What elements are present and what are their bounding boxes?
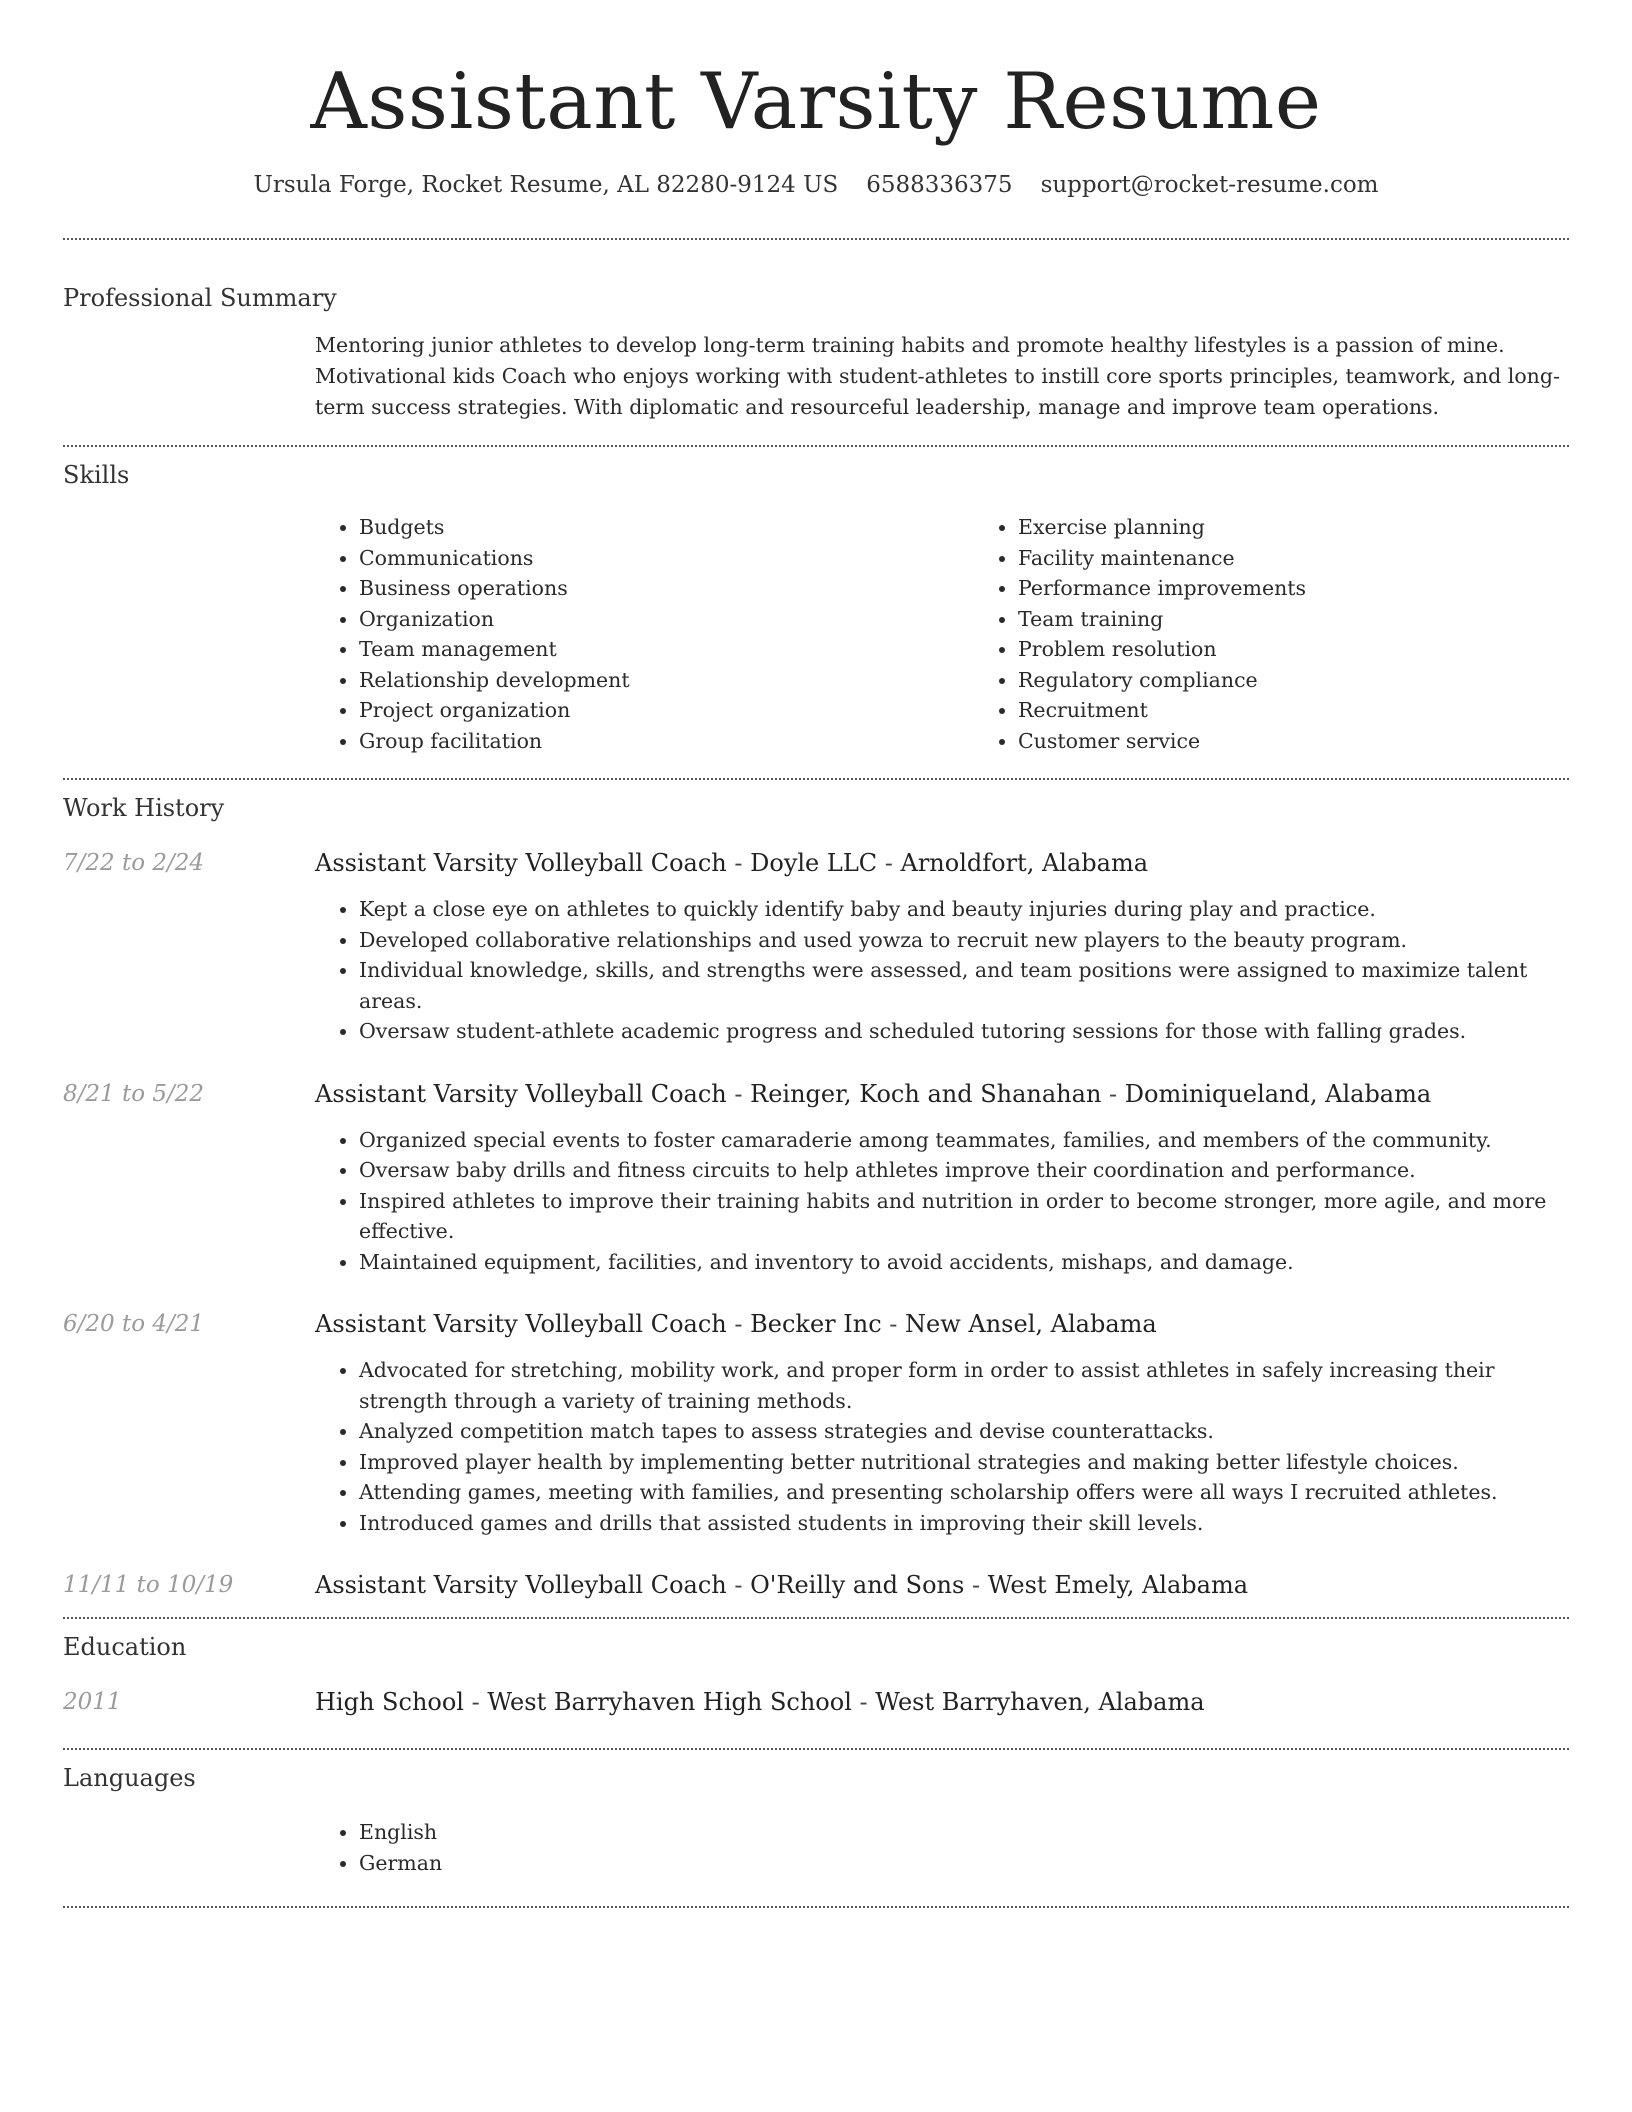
language-item: • German [359,1848,1569,1879]
job-bullet: • Advocated for stretching, mobility work, and proper form in order to assist athletes in safely increasing their strength through a variety of training methods. [359,1355,1569,1416]
section-title-languages: Languages [63,1764,196,1792]
skill-item: • Facility maintenance [1018,543,1632,574]
job-title: Assistant Varsity Volleyball Coach [315,1571,727,1599]
job-heading: Assistant Varsity Volleyball Coach - Reinger, Koch and Shanahan - Dominiqueland, Alabama [315,1079,1432,1108]
contact-address: Ursula Forge, Rocket Resume, AL 82280-9124 US [253,172,839,198]
job-title: Assistant Varsity Volleyball Coach [315,1310,727,1338]
job-company: O'Reilly and Sons [750,1571,965,1599]
skill-item: • Team training [1018,604,1632,635]
job-company: Reinger, Koch and Shanahan [750,1079,1102,1108]
skills-list-right [974,512,1632,756]
job-bullet: • Attending games, meeting with families, and presenting scholarship offers were all ways I recruited athletes. [359,1477,1569,1508]
job-location: New Ansel, Alabama [905,1310,1157,1338]
skill-item: • Communications [359,543,974,574]
job-dates: 8/21 to 5/22 [63,1080,205,1107]
skills-section [63,447,1569,778]
contact-line [63,168,1569,202]
job-bullets [315,1355,1569,1538]
education-entry [63,1686,1569,1718]
job-company: Becker Inc [750,1310,882,1338]
skill-item: • Budgets [359,512,974,543]
job-bullet: • Individual knowledge, skills, and strengths were assessed, and team positions were assigned to maximize talent areas. [359,955,1569,1016]
contact-email: support@rocket-resume.com [1040,172,1379,198]
summary-section [63,240,1569,445]
languages-list [315,1817,1569,1878]
job-title: Assistant Varsity Volleyball Coach [315,1079,727,1108]
section-title-summary: Professional Summary [63,284,337,312]
job-location: West Emely, Alabama [987,1571,1249,1599]
skill-item: • Regulatory compliance [1018,665,1632,696]
skill-item: • Project organization [359,695,974,726]
job-entry [63,1078,1569,1278]
skill-item: • Recruitment [1018,695,1632,726]
summary-text: Mentoring junior athletes to develop long-term training habits and promote healthy lifestyles is a passion of mine. Motivational kids Coach who enjoys working with student-athletes to instill core sports principles, teamwork, and long-term success strategies. With diplomatic and resourceful leadership, manage and improve team operations. [315,333,1560,419]
education-year: 2011 [63,1689,122,1715]
skills-grid [315,512,1632,756]
job-heading: Assistant Varsity Volleyball Coach - O'Reilly and Sons - West Emely, Alabama [315,1571,1249,1599]
section-title-skills: Skills [63,461,130,489]
job-bullets [315,894,1569,1047]
section-title-education: Education [63,1633,187,1661]
skill-item: • Relationship development [359,665,974,696]
skill-item: • Performance improvements [1018,573,1632,604]
job-company: Doyle LLC [750,849,878,877]
job-bullet: • Analyzed competition match tapes to assess strategies and devise counterattacks. [359,1416,1569,1447]
job-bullet: • Improved player health by implementing better nutritional strategies and making better lifestyle choices. [359,1447,1569,1478]
section-title-work: Work History [63,794,225,822]
education-degree: High School [315,1688,464,1716]
education-school: West Barryhaven High School [487,1688,852,1716]
job-entry [63,1308,1569,1538]
job-entry [63,847,1569,1047]
education-heading: High School - West Barryhaven High School - West Barryhaven, Alabama [315,1688,1205,1716]
job-bullet: • Maintained equipment, facilities, and inventory to avoid accidents, mishaps, and damage. [359,1247,1569,1278]
education-location: West Barryhaven, Alabama [875,1688,1205,1716]
language-item: • English [359,1817,1569,1848]
job-dates: 7/22 to 2/24 [63,850,205,876]
job-location: Dominiqueland, Alabama [1124,1079,1432,1108]
skill-item: • Exercise planning [1018,512,1632,543]
job-bullet: • Oversaw student-athlete academic progress and scheduled tutoring sessions for those with falling grades. [359,1016,1569,1047]
languages-section [63,1750,1569,1906]
job-bullets [315,1125,1569,1278]
job-heading: Assistant Varsity Volleyball Coach - Becker Inc - New Ansel, Alabama [315,1310,1157,1338]
skill-item: • Team management [359,634,974,665]
job-bullet: • Organized special events to foster camaraderie among teammates, families, and members of the community. [359,1125,1569,1156]
skill-item: • Organization [359,604,974,635]
job-bullet: • Introduced games and drills that assisted students in improving their skill levels. [359,1508,1569,1539]
job-bullet: • Inspired athletes to improve their training habits and nutrition in order to become stronger, more agile, and more effective. [359,1186,1569,1247]
job-dates: 11/11 to 10/19 [63,1572,234,1598]
skill-item: • Group facilitation [359,726,974,757]
resume-title: Assistant Varsity Resume [310,57,1322,147]
job-bullet: • Kept a close eye on athletes to quickly identify baby and beauty injuries during play and practice. [359,894,1569,925]
job-bullet: • Developed collaborative relationships and used yowza to recruit new players to the beauty program. [359,925,1569,956]
contact-phone: 6588336375 [866,172,1013,198]
work-history-section [63,780,1569,1617]
skill-item: • Business operations [359,573,974,604]
job-title: Assistant Varsity Volleyball Coach [315,849,727,877]
job-bullet: • Oversaw baby drills and fitness circuits to help athletes improve their coordination and performance. [359,1155,1569,1186]
job-dates: 6/20 to 4/21 [63,1311,205,1337]
skills-list-left [315,512,974,756]
divider [63,1906,1569,1908]
skill-item: • Problem resolution [1018,634,1632,665]
job-location: Arnoldfort, Alabama [900,849,1149,877]
job-heading: Assistant Varsity Volleyball Coach - Doyle LLC - Arnoldfort, Alabama [315,849,1149,877]
skill-item: • Customer service [1018,726,1632,757]
education-section [63,1619,1569,1748]
job-entry [63,1569,1569,1601]
